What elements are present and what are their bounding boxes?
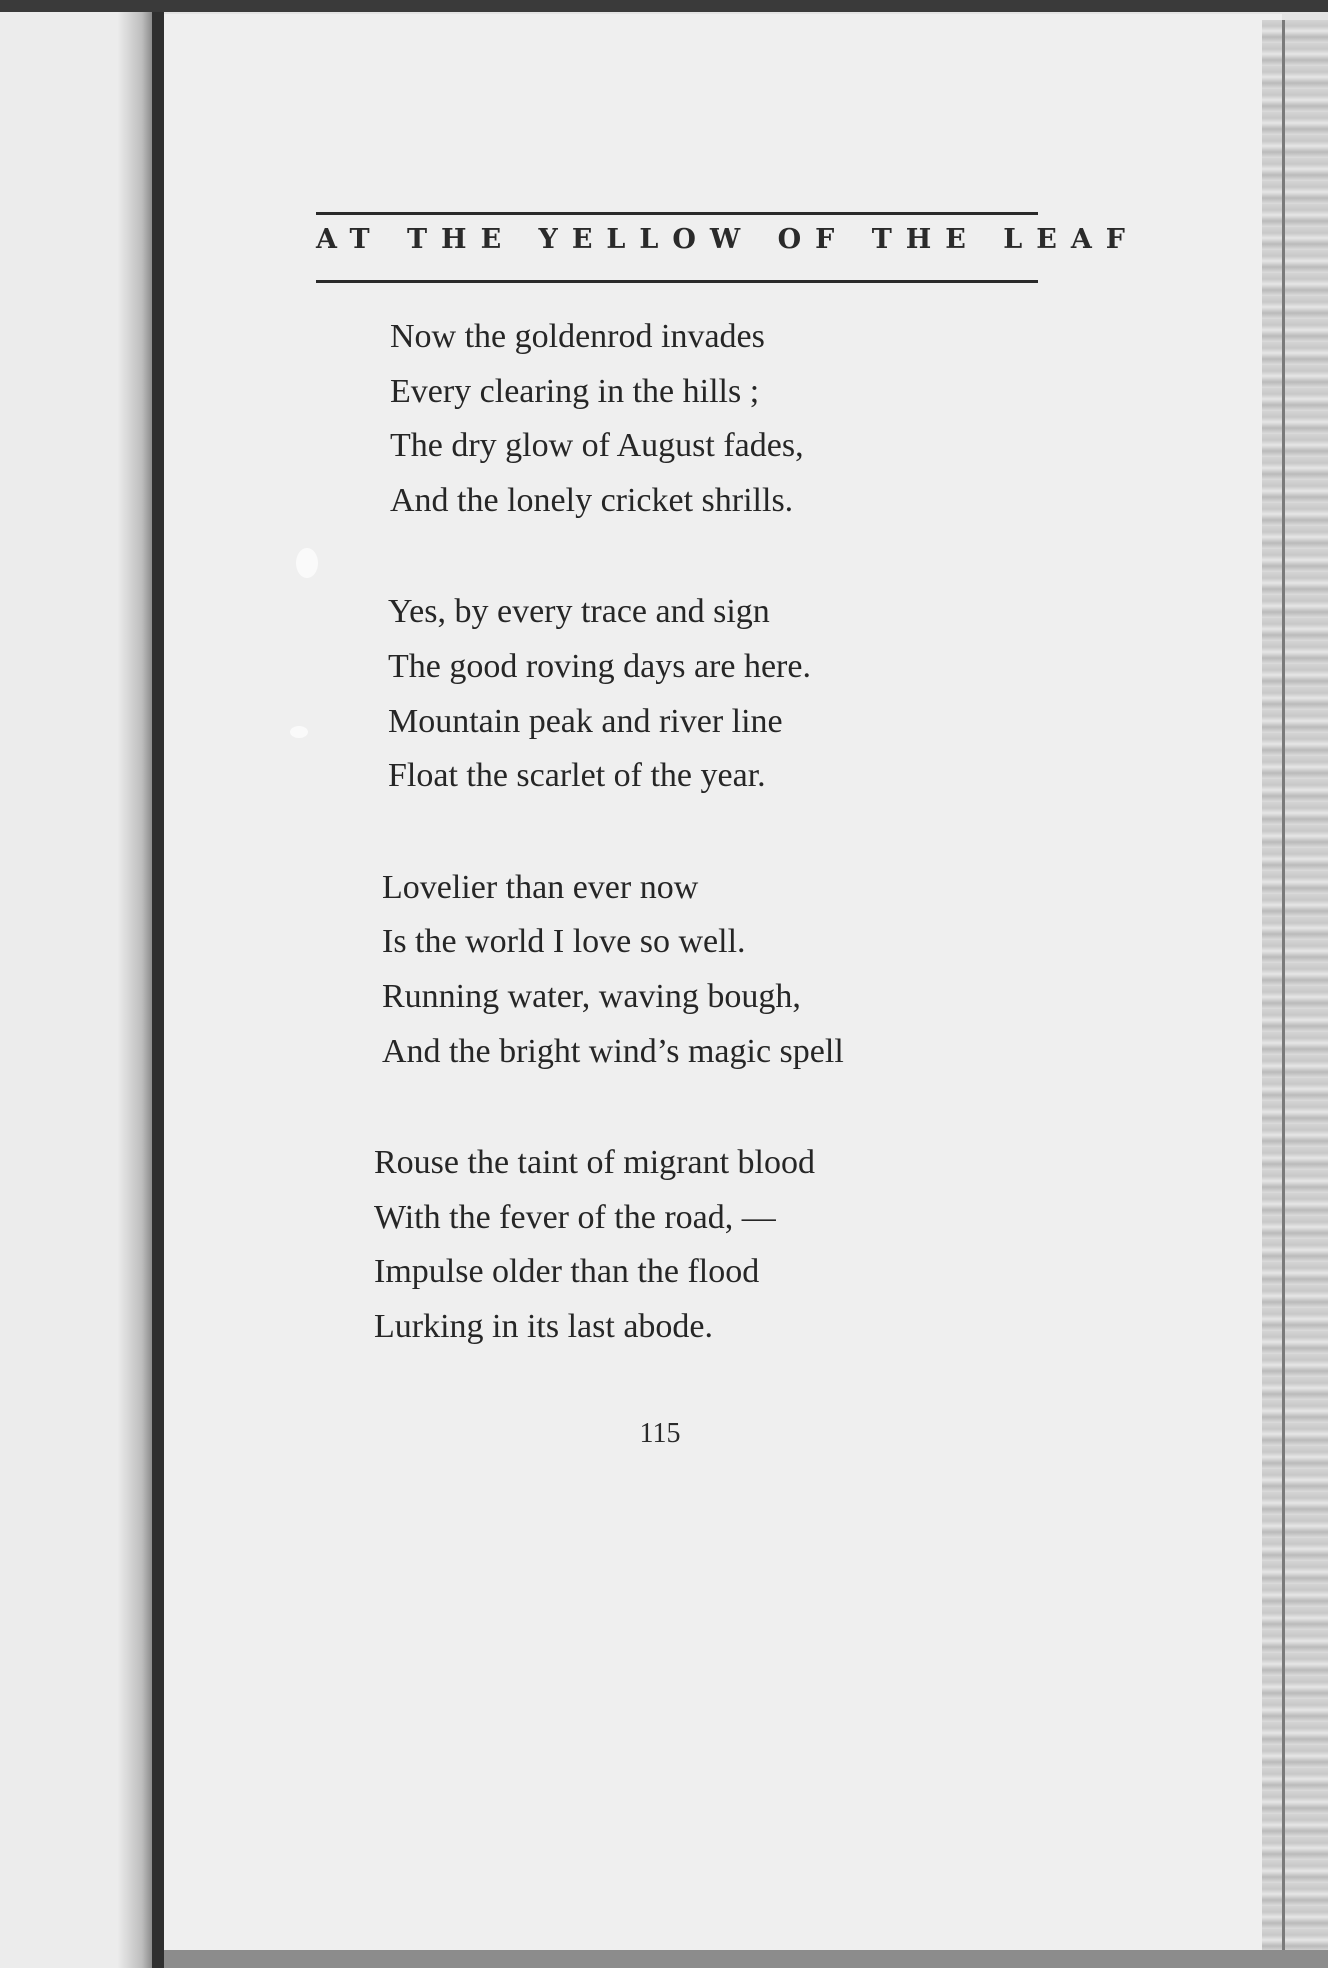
poem-line: Mountain peak and river line: [388, 702, 783, 740]
poem-line: Now the goldenrod invades: [390, 318, 765, 355]
stanza-2: [368, 585, 928, 803]
poem-line: The dry glow of August fades,: [390, 427, 804, 465]
poem-line: Lovelier than ever now: [382, 868, 699, 906]
poem-line: Running water, waving bough,: [382, 977, 801, 1015]
paper-speck: [290, 726, 308, 738]
stanza-3: [368, 861, 928, 1079]
stanza-4: [368, 1136, 928, 1354]
stanza-1: [368, 310, 928, 528]
poem-line: And the bright wind’s magic spell: [382, 1032, 844, 1070]
poem-line: Lurking in its last abode.: [374, 1307, 714, 1345]
poem-line: Is the world I love so well.: [382, 923, 746, 961]
header-bottom-rule: [316, 280, 1038, 283]
poem-line: Impulse older than the flood: [374, 1253, 760, 1291]
header-top-rule: [316, 212, 1038, 215]
poem-line: And the lonely cricket shrills.: [390, 481, 794, 519]
page-number: 115: [639, 1418, 681, 1449]
fore-edge-line: [1282, 20, 1285, 1968]
poem-line: The good roving days are here.: [388, 647, 811, 685]
poem-line: Float the scarlet of the year.: [388, 757, 766, 795]
poem-line: Rouse the taint of migrant blood: [374, 1144, 815, 1182]
poem-line: Yes, by every trace and sign: [388, 593, 770, 631]
paper-speck: [296, 548, 318, 578]
poem-line: With the fever of the road, —: [374, 1198, 776, 1236]
page-fore-edge: [1262, 20, 1328, 1968]
gutter: [152, 12, 164, 1968]
top-edge: [0, 0, 1328, 12]
poem-line: Every clearing in the hills ;: [390, 372, 760, 410]
bottom-edge: [164, 1950, 1328, 1968]
running-head: AT THE YELLOW OF THE LEAF: [316, 224, 1139, 255]
poem-body: [368, 310, 928, 1412]
